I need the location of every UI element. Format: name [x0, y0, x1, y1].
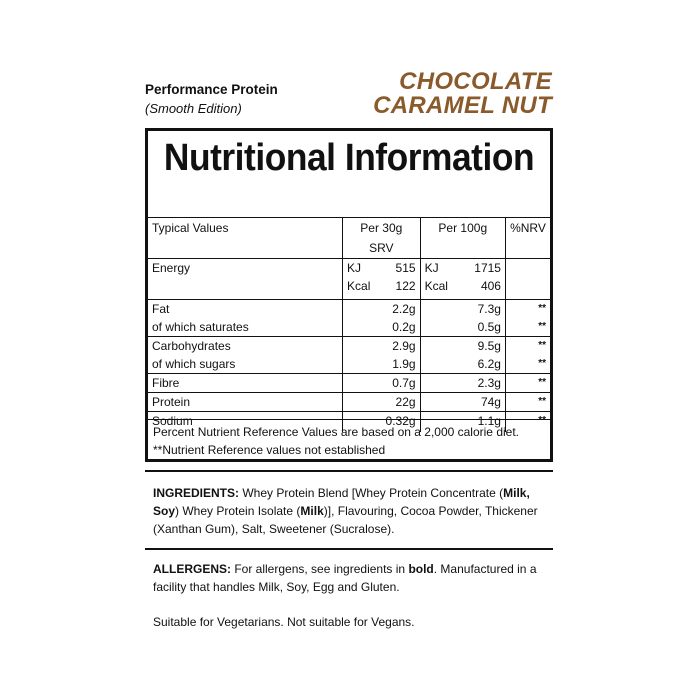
ingredients-text: INGREDIENTS: Whey Protein Blend [Whey Protein Concentrate (Milk, Soy) Whey Protein Isolate (Milk)], Flavouring, Cocoa Powder, Thickener (Xanthan Gum), Salt, Sweetener (Sucralose).: [153, 486, 538, 536]
table-row-fibre: [148, 374, 550, 393]
table-row-carbohydrates: [148, 337, 550, 374]
energy-nrv: [505, 259, 550, 300]
nutrient-name: Sodium: [148, 412, 343, 433]
nrv-value: **: [505, 393, 550, 412]
per100-value: 7.3g 0.5g: [420, 300, 505, 337]
edition-label: (Smooth Edition): [145, 101, 242, 116]
nrv-value: ** **: [505, 300, 550, 337]
nutrient-name: Carbohydrates of which sugars: [148, 337, 343, 374]
srv-value: 0.32g: [343, 412, 421, 433]
kj-unit: KJ: [424, 261, 439, 275]
allergens-text: ALLERGENS: For allergens, see ingredients in bold. Manufactured in a facility that handles Milk, Soy, Egg and Gluten.: [153, 562, 537, 594]
nutrient-name: Fibre: [148, 374, 343, 393]
nrv-value: **: [505, 412, 550, 433]
panel-title: Nutritional Information: [163, 137, 535, 179]
suitability-note: Suitable for Vegetarians. Not suitable for Vegans.: [153, 615, 415, 629]
allergens-label: ALLERGENS:: [153, 562, 231, 576]
nutrition-table: [148, 217, 550, 432]
nrv-value: ** **: [505, 337, 550, 374]
brand-name: Performance Protein: [145, 82, 278, 97]
kcal-unit: Kcal: [347, 279, 371, 293]
per100-kj-value: 1715: [474, 261, 501, 275]
flavor-title: [373, 70, 552, 118]
column-header-srv: Per 30g SRV: [343, 218, 421, 259]
nrv-note: Percent Nutrient Reference Values are based on a 2,000 calorie diet.: [153, 425, 519, 439]
table-header-row: [148, 218, 550, 259]
per100-value: 74g: [420, 393, 505, 412]
divider: [145, 470, 553, 472]
reference-notes: [148, 419, 550, 462]
srv-value: 2.9g 1.9g: [343, 337, 421, 374]
nutrient-name: Protein: [148, 393, 343, 412]
per100-kcal-value: 406: [480, 279, 501, 293]
table-row-energy: [148, 259, 550, 300]
ingredients-label: INGREDIENTS:: [153, 486, 240, 500]
nrv-value: **: [505, 374, 550, 393]
nrv-footnote: **Nutrient Reference values not established: [153, 443, 386, 457]
nutrient-name: Fat of which saturates: [148, 300, 343, 337]
flavor-line-2: CARAMEL NUT: [373, 92, 552, 119]
table-row-protein: [148, 393, 550, 412]
flavor-line-1: CHOCOLATE: [399, 68, 552, 95]
srv-value: 22g: [343, 393, 421, 412]
srv-value: 0.7g: [343, 374, 421, 393]
srv-kcal-value: 122: [395, 279, 416, 293]
per100-value: 1.1g: [420, 412, 505, 433]
srv-kj-value: 515: [395, 261, 416, 275]
table-row-fat: [148, 300, 550, 337]
kcal-unit: Kcal: [424, 279, 448, 293]
column-header-nrv: %NRV: [505, 218, 550, 259]
divider: [145, 548, 553, 550]
column-header-100g: Per 100g: [420, 218, 505, 259]
srv-value: 2.2g 0.2g: [343, 300, 421, 337]
per100-value: 9.5g 6.2g: [420, 337, 505, 374]
energy-100g: [420, 259, 505, 300]
kj-unit: KJ: [347, 261, 362, 275]
energy-label: Energy: [148, 259, 343, 300]
nutrition-panel: [145, 128, 553, 462]
energy-srv: [343, 259, 421, 300]
column-header-typical: Typical Values: [148, 218, 343, 259]
per100-value: 2.3g: [420, 374, 505, 393]
